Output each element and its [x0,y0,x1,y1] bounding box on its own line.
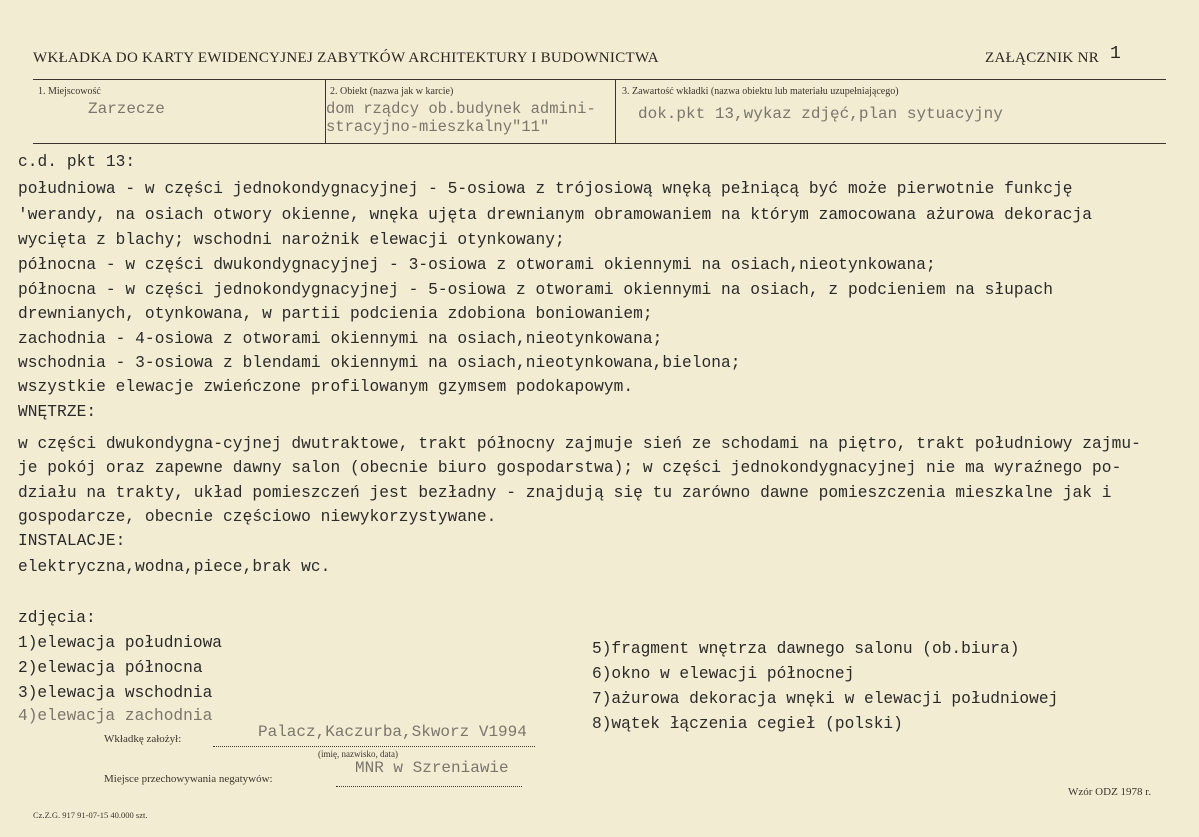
body-line: je pokój oraz zapewne dawny salon (obecnie biuro gospodarstwa); w części jednokondygnacyjnej nie ma wyraźnego po- [18,459,1122,477]
photo-item: 6)okno w elewacji północnej [592,665,855,683]
body-line: 'werandy, na osiach otwory okienne, wnęka ujęta drewnianym obramowaniem na którym zamocowana ażurowa dekoracja [18,206,1093,224]
object-value-line1: dom rządcy ob.budynek admini- [326,100,596,118]
body-line: drewnianych, otynkowana, w partii podcienia zdobiona boniowaniem; [18,305,653,323]
photo-item: 8)wątek łączenia cegieł (polski) [592,715,903,733]
created-value: Palacz,Kaczurba,Skworz V1994 [258,723,527,741]
attachment-number: 1 [1110,44,1121,64]
created-dotted-line [213,746,535,747]
body-line: INSTALACJE: [18,532,126,550]
attachment-label: ZAŁĄCZNIK NR [985,50,1100,66]
body-line: wschodnia - 3-osiowa z blendami okiennymi na osiach,nieotynkowana,bielona; [18,354,741,372]
body-line: zachodnia - 4-osiowa z otworami okiennymi na osiach,nieotynkowana; [18,330,663,348]
body-line: gospodarcze, obecnie częściowo niewykorzystywane. [18,508,497,526]
photo-item: 4)elewacja zachodnia [18,707,213,725]
contents-label: 3. Zawartość wkładki (nazwa obiektu lub materiału uzupełniającego) [622,86,899,97]
photo-item: 2)elewacja północna [18,659,203,677]
body-line: północna - w części jednokondygnacyjnej - 5-osiowa z otworami okiennymi na osiach, z podcieniem na słupach [18,281,1053,299]
negatives-label: Miejsce przechowywania negatywów: [104,773,273,785]
photo-item: 7)ażurowa dekoracja wnęki w elewacji południowej [592,690,1059,708]
body-line: wszystkie elewacje zwieńczone profilowanym gzymsem podokapowym. [18,378,634,396]
print-info: Cz.Z.G. 917 91-07-15 40.000 szt. [33,810,148,820]
field-divider-2 [615,79,616,143]
body-line: wycięta z blachy; wschodni narożnik elewacji otynkowany; [18,231,565,249]
body-line: południowa - w części jednokondygnacyjnej - 5-osiowa z trójosiową wnęką pełniącą być może pierwotnie funkcję [18,180,1073,198]
photos-heading: zdjęcia: [18,609,96,627]
negatives-dotted-line [336,786,522,787]
form-id: Wzór ODZ 1978 r. [1068,786,1152,798]
header-top-rule [33,79,1166,80]
photo-item: 1)elewacja południowa [18,634,222,652]
body-line: elektryczna,wodna,piece,brak wc. [18,558,331,576]
body-line: północna - w części dwukondygnacyjnej - 3-osiowa z otworami okiennymi na osiach,nieotynkowana; [18,256,936,274]
created-label: Wkładkę założył: [104,733,182,745]
negatives-value: MNR w Szreniawie [355,759,509,777]
object-label: 2. Obiekt (nazwa jak w karcie) [330,86,454,97]
body-line: działu na trakty, układ pomieszczeń jest bezładny - znajdują się tu zarówno dawne pomieszczenia mieszkalne jak i [18,484,1112,502]
created-caption: (imię, nazwisko, data) [318,749,398,759]
place-label: 1. Miejscowość [38,86,101,97]
header-bottom-rule [33,143,1166,144]
body-line: c.d. pkt 13: [18,153,136,171]
form-title: WKŁADKA DO KARTY EWIDENCYJNEJ ZABYTKÓW ARCHITEKTURY I BUDOWNICTWA [33,50,659,66]
photo-item: 5)fragment wnętrza dawnego salonu (ob.biura) [592,640,1020,658]
object-value-line2: stracyjno-mieszkalny"11" [326,118,550,136]
body-line: WNĘTRZE: [18,403,97,421]
body-line: w części dwukondygna-cyjnej dwutraktowe, trakt północny zajmuje sień ze schodami na piętro, trakt południowy zajmu- [18,435,1141,453]
place-value: Zarzecze [88,100,165,118]
photo-item: 3)elewacja wschodnia [18,684,213,702]
contents-value: dok.pkt 13,wykaz zdjęć,plan sytuacyjny [638,105,1003,123]
